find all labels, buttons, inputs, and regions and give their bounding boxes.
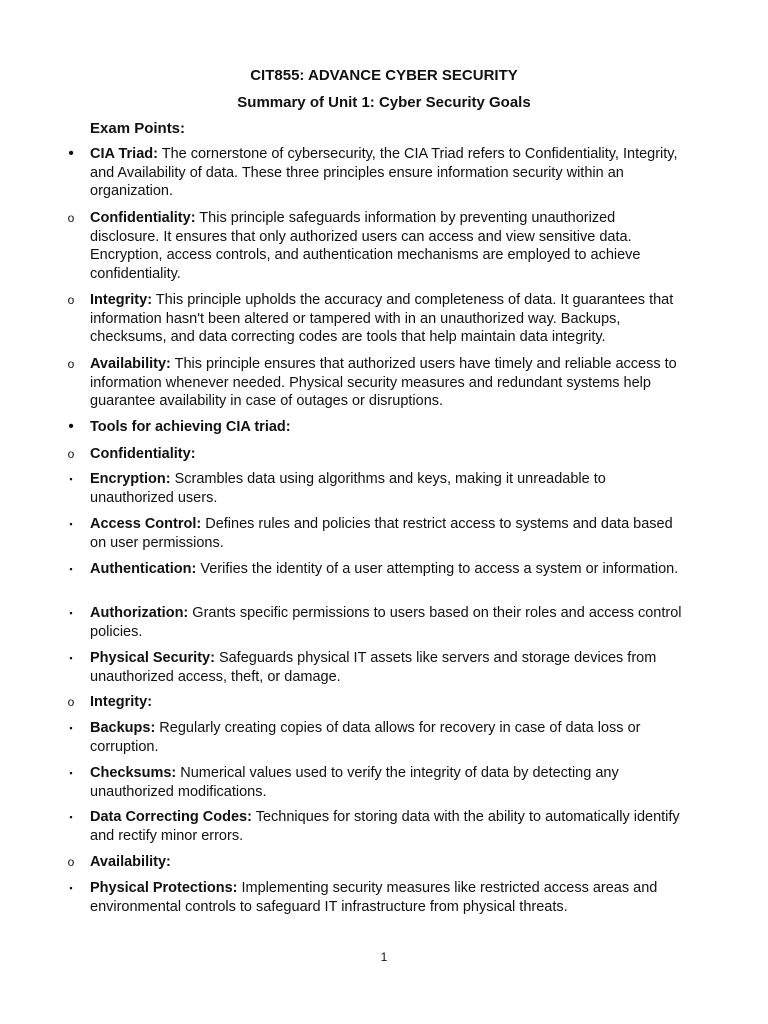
item-heading: Backups: — [90, 720, 156, 736]
sub-item-tools-confidentiality — [67, 445, 685, 464]
tool-item-checksums — [69, 764, 685, 801]
bullet-square-icon: ▪ — [69, 564, 73, 574]
item-heading: Physical Security: — [90, 650, 215, 666]
item-heading: Tools for achieving CIA triad: — [90, 419, 291, 435]
item-heading: Availability: — [90, 356, 171, 372]
item-text: This principle ensures that authorized users have timely and reliable access to information whenever needed. Physical security measures and redundant systems help guarantee availability in case of outages or disruptions. — [90, 356, 677, 410]
item-heading: Integrity: — [90, 292, 153, 308]
sub-item-availability — [67, 355, 685, 411]
bullet-square-icon: ▪ — [69, 723, 73, 733]
tool-item-access-control — [69, 515, 685, 552]
item-text: Defines rules and policies that restrict access to systems and data based on user permissions. — [90, 516, 673, 551]
bullet-item-tools — [68, 418, 685, 437]
bullet-circle-icon: o — [67, 695, 75, 709]
bullet-item-cia-triad — [68, 145, 685, 201]
item-text: Implementing security measures like restricted access areas and environmental controls to safeguard IT infrastructure from physical threats. — [90, 880, 658, 915]
bullet-square-icon: ▪ — [69, 519, 73, 529]
item-heading: Availability: — [90, 854, 171, 870]
document-title: CIT855: ADVANCE CYBER SECURITY — [250, 67, 518, 84]
bullet-disc-icon: • — [68, 145, 74, 162]
item-text: Scrambles data using algorithms and keys, making it unreadable to unauthorized users. — [90, 471, 606, 506]
item-text: This principle upholds the accuracy and completeness of data. It guarantees that information hasn't been altered or tampered with in an unauthorized way. Backups, checksums, and data correcting codes are tools that help maintain data integrity. — [90, 292, 674, 346]
item-heading: Encryption: — [90, 471, 171, 487]
item-heading: CIA Triad: — [90, 146, 158, 162]
item-text: Regularly creating copies of data allows for recovery in case of data loss or corruption. — [90, 720, 641, 755]
tool-item-authorization — [69, 604, 685, 641]
tool-item-physical-security — [69, 649, 685, 686]
bullet-circle-icon: o — [67, 855, 75, 869]
item-text: Safeguards physical IT assets like servers and storage devices from unauthorized access, theft, or damage. — [90, 650, 657, 685]
bullet-square-icon: ▪ — [69, 474, 73, 484]
item-heading: Confidentiality: — [90, 210, 196, 226]
bullet-square-icon: ▪ — [69, 768, 73, 778]
item-heading: Confidentiality: — [90, 446, 196, 462]
item-text: The cornerstone of cybersecurity, the CIA Triad refers to Confidentiality, Integrity, and Availability of data. These three principles ensure information security within an organization. — [90, 146, 678, 200]
item-heading: Physical Protections: — [90, 880, 238, 896]
tool-item-backups — [69, 719, 685, 756]
bullet-square-icon: ▪ — [69, 883, 73, 893]
item-text: This principle safeguards information by preventing unauthorized disclosure. It ensures that only authorized users can access and view sensitive data. Encryption, access controls, and authentication mechanisms are employed to achieve confidentiality. — [90, 210, 641, 282]
sub-item-tools-integrity — [67, 693, 685, 712]
item-heading: Authentication: — [90, 561, 197, 577]
bullet-circle-icon: o — [67, 211, 75, 225]
tool-item-physical-protections — [69, 879, 685, 916]
page-number: 1 — [380, 950, 388, 964]
item-heading: Data Correcting Codes: — [90, 809, 252, 825]
item-text: Techniques for storing data with the ability to automatically identify and rectify minor errors. — [90, 809, 680, 844]
sub-item-confidentiality — [67, 209, 685, 283]
bullet-circle-icon: o — [67, 357, 75, 371]
item-text: Numerical values used to verify the integrity of data by detecting any unauthorized modifications. — [90, 765, 619, 800]
exam-points-heading: Exam Points: — [90, 120, 186, 137]
sub-item-tools-availability — [67, 853, 685, 872]
item-text: Verifies the identity of a user attempting to access a system or information. — [196, 561, 679, 577]
item-heading: Access Control: — [90, 516, 202, 532]
sub-item-integrity — [67, 291, 685, 347]
bullet-square-icon: ▪ — [69, 812, 73, 822]
bullet-circle-icon: o — [67, 447, 75, 461]
bullet-circle-icon: o — [67, 293, 75, 307]
item-text: Grants specific permissions to users based on their roles and access control policies. — [90, 605, 682, 640]
tool-item-encryption — [69, 470, 685, 507]
item-heading: Integrity: — [90, 694, 153, 710]
item-heading: Authorization: — [90, 605, 189, 621]
tool-item-data-correcting-codes — [69, 808, 685, 845]
bullet-square-icon: ▪ — [69, 608, 73, 618]
bullet-disc-icon: • — [68, 418, 74, 435]
bullet-square-icon: ▪ — [69, 653, 73, 663]
item-heading: Checksums: — [90, 765, 177, 781]
tool-item-authentication — [69, 560, 685, 579]
document-subtitle: Summary of Unit 1: Cyber Security Goals — [237, 94, 531, 111]
